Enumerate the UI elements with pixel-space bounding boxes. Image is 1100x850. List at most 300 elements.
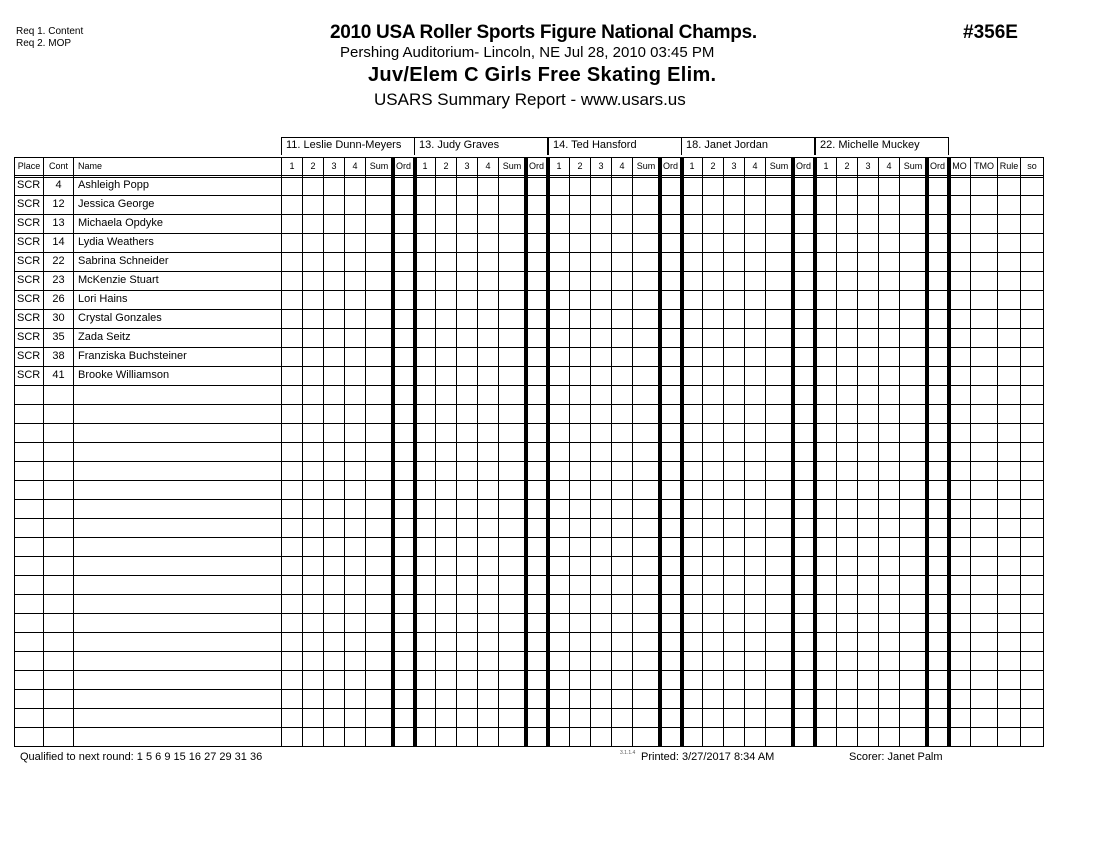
score-cell: [836, 689, 857, 708]
header-judge-2-col-0: 1: [414, 157, 435, 176]
score-cell: [1020, 727, 1043, 746]
thick-divider: [813, 157, 817, 746]
score-cell: [632, 499, 659, 518]
score-cell: [632, 727, 659, 746]
score-cell: [948, 366, 970, 385]
score-cell: [702, 385, 723, 404]
grid-line: [14, 537, 1044, 538]
printed-timestamp: Printed: 3/27/2017 8:34 AM: [641, 751, 775, 763]
score-cell: [365, 461, 392, 480]
score-cell: [302, 632, 323, 651]
score-cell: [525, 556, 547, 575]
score-cell: [498, 632, 525, 651]
score-cell: [744, 290, 765, 309]
score-cell: [590, 499, 611, 518]
score-cell: [323, 480, 344, 499]
score-cell: [392, 518, 414, 537]
score-cell: [659, 309, 681, 328]
score-cell: [815, 518, 836, 537]
score-cell: [477, 594, 498, 613]
score-cell: [498, 651, 525, 670]
score-cell: [611, 518, 632, 537]
score-cell: [970, 176, 997, 195]
score-cell: [344, 537, 365, 556]
score-cell: [498, 404, 525, 423]
score-cell: [744, 404, 765, 423]
thick-divider: [658, 157, 662, 746]
score-cell: [590, 518, 611, 537]
cont-cell: 41: [43, 366, 73, 385]
grid-line: [14, 423, 1044, 424]
score-cell: [948, 632, 970, 651]
score-cell: [765, 347, 792, 366]
score-cell: [392, 594, 414, 613]
score-cell: [611, 423, 632, 442]
score-cell: [569, 575, 590, 594]
score-cell: [815, 195, 836, 214]
score-cell: [498, 423, 525, 442]
score-cell: [456, 442, 477, 461]
score-cell: [414, 309, 435, 328]
score-cell: [765, 689, 792, 708]
score-cell: [815, 385, 836, 404]
score-cell: [723, 651, 744, 670]
header-judge-3-col-5: Ord: [659, 157, 681, 176]
score-cell: [525, 594, 547, 613]
score-cell: [702, 366, 723, 385]
score-cell: [948, 651, 970, 670]
score-cell: [792, 518, 814, 537]
score-cell: [323, 404, 344, 423]
score-cell: [435, 271, 456, 290]
score-cell: [323, 309, 344, 328]
score-cell: [926, 347, 948, 366]
score-cell: [836, 651, 857, 670]
score-cell: [548, 594, 569, 613]
score-cell: [590, 461, 611, 480]
score-cell: [857, 575, 878, 594]
score-cell: [723, 708, 744, 727]
cont-cell: [43, 689, 73, 708]
score-cell: [836, 252, 857, 271]
score-cell: [1020, 366, 1043, 385]
score-cell: [498, 233, 525, 252]
score-cell: [477, 195, 498, 214]
score-cell: [569, 404, 590, 423]
name-cell: Sabrina Schneider: [73, 252, 281, 271]
score-cell: [659, 499, 681, 518]
cont-cell: [43, 708, 73, 727]
score-cell: [498, 309, 525, 328]
score-cell: [948, 423, 970, 442]
score-cell: [1020, 233, 1043, 252]
score-cell: [302, 271, 323, 290]
score-cell: [815, 632, 836, 651]
qualified-list: Qualified to next round: 1 5 6 9 15 16 27 29 31 36: [20, 751, 263, 763]
score-cell: [392, 556, 414, 575]
score-cell: [569, 556, 590, 575]
score-cell: [681, 537, 702, 556]
header-judge-2-col-2: 3: [456, 157, 477, 176]
name-cell: [73, 708, 281, 727]
score-cell: [392, 233, 414, 252]
score-cell: [414, 613, 435, 632]
score-cell: [414, 480, 435, 499]
score-cell: [997, 309, 1020, 328]
score-cell: [878, 727, 899, 746]
score-cell: [723, 271, 744, 290]
score-cell: [815, 214, 836, 233]
score-cell: [702, 480, 723, 499]
score-cell: [498, 670, 525, 689]
score-cell: [970, 537, 997, 556]
score-cell: [681, 556, 702, 575]
score-cell: [344, 575, 365, 594]
score-cell: [477, 328, 498, 347]
score-cell: [878, 556, 899, 575]
score-cell: [632, 233, 659, 252]
score-cell: [836, 556, 857, 575]
cont-cell: [43, 385, 73, 404]
score-cell: [681, 385, 702, 404]
score-cell: [569, 461, 590, 480]
score-cell: [765, 518, 792, 537]
score-cell: [926, 632, 948, 651]
score-cell: [792, 575, 814, 594]
score-cell: [899, 480, 926, 499]
score-cell: [414, 575, 435, 594]
score-cell: [414, 727, 435, 746]
score-cell: [525, 632, 547, 651]
score-cell: [281, 461, 302, 480]
score-cell: [878, 290, 899, 309]
score-cell: [899, 556, 926, 575]
score-cell: [281, 404, 302, 423]
score-cell: [815, 404, 836, 423]
score-cell: [281, 727, 302, 746]
score-cell: [302, 727, 323, 746]
score-cell: [857, 214, 878, 233]
score-cell: [815, 271, 836, 290]
cont-cell: [43, 556, 73, 575]
table-row: [14, 518, 1043, 537]
score-cell: [344, 366, 365, 385]
score-cell: [392, 290, 414, 309]
score-cell: [392, 423, 414, 442]
score-cell: [344, 727, 365, 746]
score-cell: [815, 613, 836, 632]
score-cell: [456, 347, 477, 366]
score-cell: [997, 214, 1020, 233]
table-row: [14, 442, 1043, 461]
score-cell: [948, 613, 970, 632]
score-cell: [702, 461, 723, 480]
name-cell: Zada Seitz: [73, 328, 281, 347]
score-cell: [815, 499, 836, 518]
score-cell: [723, 442, 744, 461]
score-cell: [765, 670, 792, 689]
place-cell: [14, 537, 43, 556]
score-cell: [323, 366, 344, 385]
score-cell: [498, 252, 525, 271]
score-cell: [435, 252, 456, 271]
table-row: [14, 727, 1043, 746]
score-cell: [414, 252, 435, 271]
score-cell: [344, 290, 365, 309]
score-cell: [281, 214, 302, 233]
score-cell: [548, 480, 569, 499]
score-cell: [1020, 480, 1043, 499]
score-cell: [590, 651, 611, 670]
score-cell: [878, 670, 899, 689]
score-cell: [569, 670, 590, 689]
score-cell: [815, 537, 836, 556]
score-cell: [456, 290, 477, 309]
score-cell: [611, 214, 632, 233]
grid-line: [14, 613, 1044, 614]
score-cell: [281, 347, 302, 366]
score-cell: [997, 328, 1020, 347]
score-cell: [948, 214, 970, 233]
score-cell: [414, 366, 435, 385]
score-cell: [365, 252, 392, 271]
score-cell: [765, 651, 792, 670]
score-cell: [548, 233, 569, 252]
score-cell: [723, 423, 744, 442]
score-cell: [498, 176, 525, 195]
score-cell: [344, 556, 365, 575]
score-cell: [792, 195, 814, 214]
score-cell: [815, 670, 836, 689]
cont-cell: [43, 632, 73, 651]
score-cell: [836, 708, 857, 727]
score-cell: [435, 613, 456, 632]
score-cell: [899, 689, 926, 708]
score-cell: [302, 233, 323, 252]
score-cell: [744, 442, 765, 461]
header-judge-3-col-0: 1: [548, 157, 569, 176]
table-row: [14, 480, 1043, 499]
score-cell: [414, 518, 435, 537]
score-cell: [926, 404, 948, 423]
score-cell: [702, 613, 723, 632]
score-cell: [525, 176, 547, 195]
score-cell: [344, 632, 365, 651]
score-cell: [632, 708, 659, 727]
score-cell: [681, 727, 702, 746]
score-cell: [323, 689, 344, 708]
score-cell: [525, 252, 547, 271]
score-cell: [836, 309, 857, 328]
cont-cell: 14: [43, 233, 73, 252]
score-cell: [392, 670, 414, 689]
name-cell: Ashleigh Popp: [73, 176, 281, 195]
score-cell: [323, 727, 344, 746]
score-cell: [281, 271, 302, 290]
score-cell: [414, 195, 435, 214]
score-cell: [525, 613, 547, 632]
score-cell: [302, 480, 323, 499]
score-cell: [702, 347, 723, 366]
table-right-border: [1043, 157, 1044, 746]
score-cell: [926, 271, 948, 290]
name-cell: [73, 480, 281, 499]
table-row: [14, 290, 1043, 309]
score-cell: [765, 632, 792, 651]
score-cell: [302, 290, 323, 309]
score-cell: [435, 708, 456, 727]
score-cell: [926, 385, 948, 404]
table-row: [14, 385, 1043, 404]
score-cell: [792, 252, 814, 271]
grid-line: [14, 157, 1044, 158]
score-cell: [836, 594, 857, 613]
score-cell: [456, 214, 477, 233]
score-cell: [765, 290, 792, 309]
score-cell: [970, 328, 997, 347]
score-cell: [365, 423, 392, 442]
score-cell: [765, 176, 792, 195]
score-cell: [435, 366, 456, 385]
score-cell: [365, 442, 392, 461]
score-cell: [435, 518, 456, 537]
header-judge-5-col-1: 2: [836, 157, 857, 176]
score-cell: [498, 271, 525, 290]
score-cell: [857, 233, 878, 252]
cont-cell: 23: [43, 271, 73, 290]
score-cell: [970, 347, 997, 366]
score-cell: [344, 176, 365, 195]
score-cell: [548, 613, 569, 632]
score-cell: [392, 537, 414, 556]
score-cell: [857, 271, 878, 290]
score-cell: [1020, 423, 1043, 442]
score-cell: [365, 613, 392, 632]
score-cell: [792, 271, 814, 290]
score-cell: [456, 632, 477, 651]
table-row: [14, 233, 1043, 252]
score-cell: [281, 442, 302, 461]
header-extra-col-1: TMO: [970, 157, 997, 176]
score-cell: [456, 537, 477, 556]
score-cell: [414, 214, 435, 233]
score-cell: [456, 328, 477, 347]
score-cell: [456, 176, 477, 195]
thick-divider: [413, 157, 417, 746]
score-cell: [498, 499, 525, 518]
score-cell: [878, 309, 899, 328]
score-cell: [525, 385, 547, 404]
score-cell: [477, 651, 498, 670]
table-row: [14, 176, 1043, 195]
score-cell: [302, 537, 323, 556]
score-cell: [392, 195, 414, 214]
score-cell: [632, 594, 659, 613]
score-cell: [997, 252, 1020, 271]
score-cell: [477, 556, 498, 575]
header-judge-3-col-4: Sum: [632, 157, 659, 176]
score-cell: [456, 252, 477, 271]
score-cell: [970, 556, 997, 575]
score-cell: [765, 309, 792, 328]
score-cell: [414, 670, 435, 689]
score-cell: [525, 461, 547, 480]
score-cell: [792, 176, 814, 195]
score-cell: [344, 594, 365, 613]
score-cell: [659, 404, 681, 423]
score-cell: [836, 575, 857, 594]
score-cell: [548, 651, 569, 670]
score-cell: [302, 575, 323, 594]
score-cell: [702, 290, 723, 309]
score-cell: [477, 613, 498, 632]
header-judge-1-col-4: Sum: [365, 157, 392, 176]
score-cell: [948, 518, 970, 537]
score-cell: [970, 613, 997, 632]
score-cell: [477, 518, 498, 537]
score-cell: [970, 499, 997, 518]
score-cell: [1020, 594, 1043, 613]
grid-line: [14, 518, 1044, 519]
score-cell: [302, 518, 323, 537]
score-cell: [323, 632, 344, 651]
score-cell: [857, 252, 878, 271]
score-cell: [970, 575, 997, 594]
table-row: [14, 195, 1043, 214]
score-cell: [836, 366, 857, 385]
score-cell: [456, 309, 477, 328]
score-cell: [302, 651, 323, 670]
score-cell: [681, 670, 702, 689]
place-cell: [14, 404, 43, 423]
score-cell: [414, 404, 435, 423]
thick-divider: [546, 157, 550, 746]
score-cell: [525, 214, 547, 233]
score-cell: [1020, 518, 1043, 537]
score-cell: [477, 309, 498, 328]
score-cell: [323, 214, 344, 233]
score-cell: [392, 651, 414, 670]
cont-cell: [43, 461, 73, 480]
score-cell: [281, 670, 302, 689]
score-cell: [281, 613, 302, 632]
score-cell: [456, 518, 477, 537]
score-cell: [681, 518, 702, 537]
score-cell: [857, 556, 878, 575]
score-cell: [569, 385, 590, 404]
score-cell: [365, 328, 392, 347]
score-cell: [435, 347, 456, 366]
cont-cell: [43, 480, 73, 499]
score-cell: [392, 328, 414, 347]
score-cell: [392, 727, 414, 746]
score-cell: [899, 214, 926, 233]
name-cell: Jessica George: [73, 195, 281, 214]
score-cell: [681, 252, 702, 271]
score-cell: [970, 670, 997, 689]
score-cell: [702, 309, 723, 328]
score-cell: [723, 347, 744, 366]
score-cell: [611, 575, 632, 594]
score-cell: [997, 347, 1020, 366]
score-cell: [836, 176, 857, 195]
score-cell: [744, 176, 765, 195]
score-cell: [569, 594, 590, 613]
score-cell: [525, 347, 547, 366]
score-cell: [765, 233, 792, 252]
score-cell: [611, 271, 632, 290]
grid-line: [14, 214, 1044, 215]
